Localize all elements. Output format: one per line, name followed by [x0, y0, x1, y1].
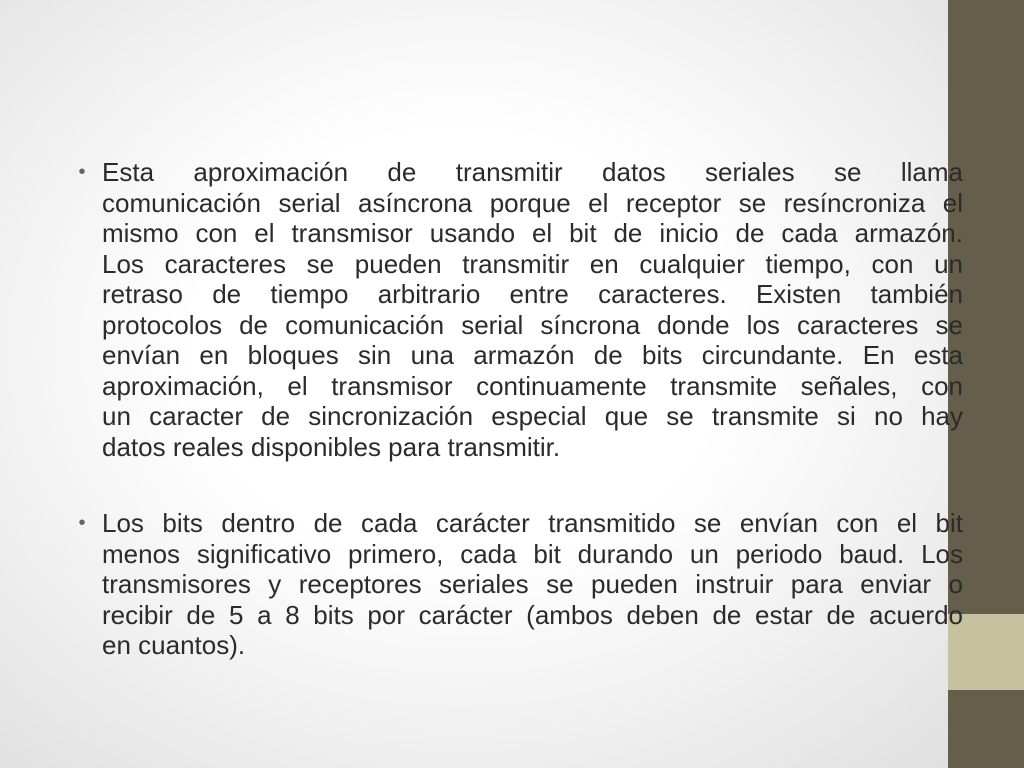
paragraph-line: retraso de tiempo arbitrario entre caracteres. Existen también — [102, 279, 963, 309]
paragraph-line: aproximación, el transmisor continuamente transmite señales, con — [102, 370, 963, 401]
paragraph-line: Los bits dentro de cada carácter transmitido se envían con el bit — [102, 508, 963, 538]
paragraph-line: en cuantos). — [102, 630, 246, 660]
paragraph-line: comunicación serial asíncrona porque el receptor se resíncroniza el — [102, 187, 963, 218]
bullet-dot-icon: • — [78, 512, 86, 534]
bullet-dot-icon: • — [78, 161, 86, 183]
paragraph-line: Esta aproximación de transmitir datos seriales se llama — [102, 157, 963, 187]
paragraph-line: envían en bloques sin una armazón de bits circundante. En esta — [102, 340, 963, 370]
paragraph-line: transmisores y receptores seriales se pueden instruir para enviar o — [102, 569, 963, 599]
paragraph-line: recibir de 5 a 8 bits por carácter (ambos deben de estar de acuerdo — [102, 599, 963, 630]
paragraph-line: protocolos de comunicación serial síncrona donde los caracteres se — [102, 309, 963, 340]
paragraph-line: un caracter de sincronización especial que se transmite si no hay — [102, 401, 963, 431]
bullet-paragraph-1 — [78, 157, 963, 462]
bullet-paragraph-2 — [78, 508, 963, 661]
paragraph-line: mismo con el transmisor usando el bit de inicio de cada armazón. — [102, 218, 963, 248]
paragraph-line: Los caracteres se pueden transmitir en cualquier tiempo, con un — [102, 248, 963, 279]
paragraph-line: menos significativo primero, cada bit durando un periodo baud. Los — [102, 538, 963, 569]
paragraph-line: datos reales disponibles para transmitir. — [102, 431, 561, 462]
